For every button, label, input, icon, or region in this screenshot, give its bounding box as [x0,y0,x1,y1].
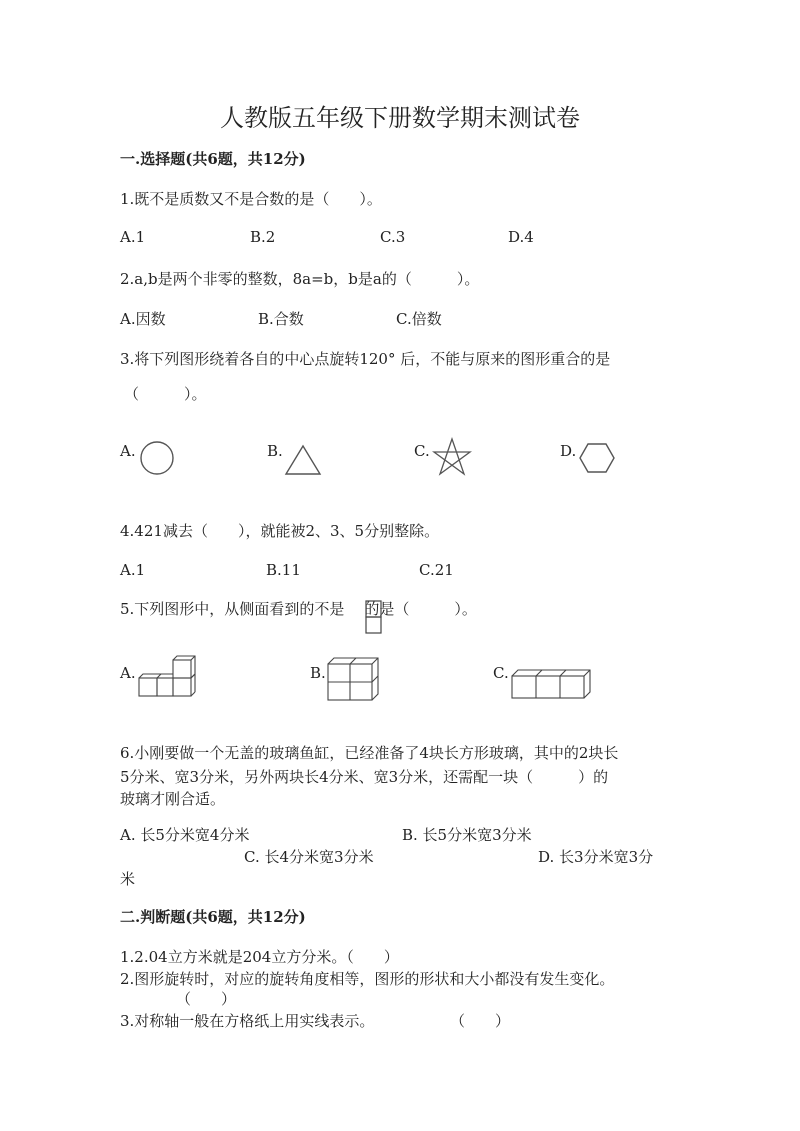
q3-option-d: D. [560,442,577,460]
q6-option-d: D. 长3分米宽3分 [538,848,654,866]
question-6-line-2: 5分米、宽3分米，另外两块长4分米、宽3分米，还需配一块（ ）的 [120,768,609,786]
q1-option-b: B.2 [250,228,276,246]
q3-option-b: B. [267,442,283,460]
star-icon [432,438,472,476]
judgment-2-paren: （ ） [176,990,237,1008]
question-4: 4.421减去（ ），就能被2、3、5分别整除。 [120,522,440,540]
judgment-3: 3.对称轴一般在方格纸上用实线表示。 [120,1012,375,1030]
q5-option-a: A. [120,664,136,682]
judgment-3-paren: （ ） [450,1012,511,1030]
q4-option-c: C.21 [419,561,454,579]
side-view-icon [365,600,383,636]
q3-option-a: A. [120,442,136,460]
question-6-line-1: 6.小刚要做一个无盖的玻璃鱼缸，已经准备了4块长方形玻璃，其中的2块长 [120,744,619,762]
q1-option-d: D.4 [508,228,534,246]
q4-option-a: A.1 [120,561,146,579]
triangle-icon [283,444,323,476]
q1-option-c: C.3 [380,228,406,246]
judgment-2: 2.图形旋转时，对应的旋转角度相等，图形的形状和大小都没有发生变化。 [120,970,615,988]
question-1: 1.既不是质数又不是合数的是（ ）。 [120,190,382,208]
q3-option-c: C. [414,442,430,460]
q5-option-b: B. [310,664,326,682]
q6-option-b: B. 长5分米宽3分米 [402,826,532,844]
q2-option-b: B.合数 [258,310,304,328]
cube-stack-a-icon [137,656,197,700]
q1-option-a: A.1 [120,228,146,246]
judgment-1: 1.2.04立方米就是204立方分米。（ ） [120,948,399,966]
q2-option-a: A.因数 [120,310,166,328]
q6-option-c: C. 长4分米宽3分米 [244,848,374,866]
q5-option-c: C. [493,664,509,682]
question-3-paren: （ ）。 [124,385,207,403]
page-title: 人教版五年级下册数学期末测试卷 [220,104,580,132]
question-5 [120,598,477,619]
question-3: 3.将下列图形绕着各自的中心点旋转120° 后，不能与原来的图形重合的是 [120,350,611,368]
circle-icon [139,440,175,476]
section-heading-judgment: 二.判断题(共6题，共12分) [120,908,306,926]
question-6-line-3: 玻璃才刚合适。 [120,790,226,808]
question-5-text-before: 5.下列图形中，从侧面看到的不是 [120,600,345,618]
q4-option-b: B.11 [266,561,301,579]
section-heading-choice: 一.选择题(共6题，共12分) [120,150,306,168]
question-2: 2.a,b是两个非零的整数，8a=b，b是a的（ ）。 [120,270,480,288]
question-5-text-after: 的是（ ）。 [364,600,477,618]
cube-row-c-icon [510,668,594,702]
q2-option-c: C.倍数 [396,310,442,328]
q6-option-a: A. 长5分米宽4分米 [120,826,250,844]
q6-option-d-wrap: 米 [120,870,136,888]
cube-stack-b-icon [326,656,382,702]
hexagon-icon [578,442,616,474]
